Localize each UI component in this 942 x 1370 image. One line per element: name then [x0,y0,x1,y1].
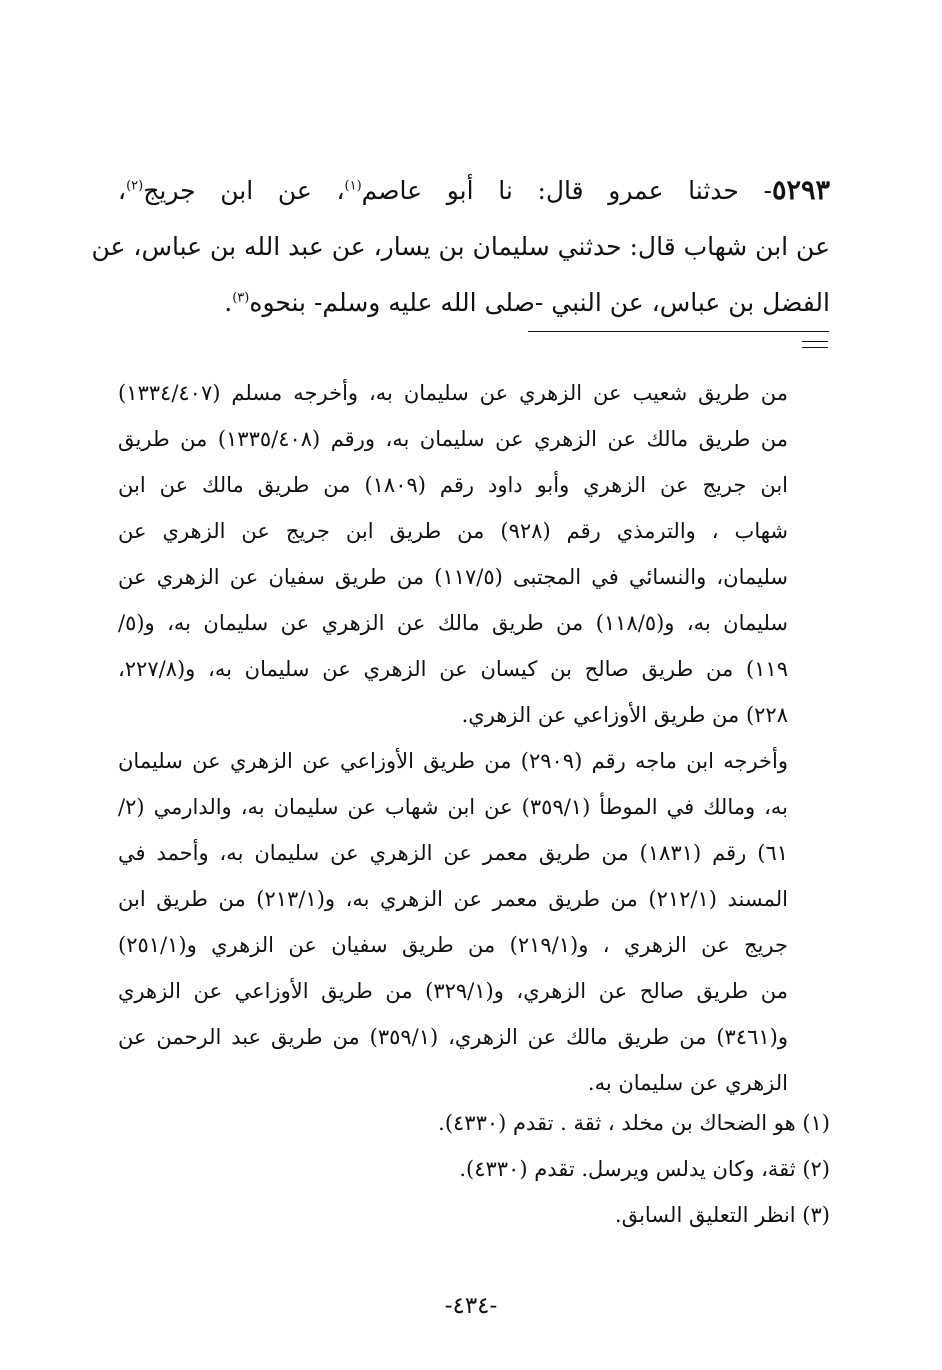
hadith-text [91,163,830,331]
hadith-number: ٥٢٩٣ [771,175,830,206]
footnote-3: (٣) انظر التعليق السابق. [614,1203,830,1227]
footnote-line: و(٣٤٦١) من طريق مالك عن الزهري، (٣٥٩/١) من طريق عبد الرحمن عن [118,1025,788,1049]
footnote-line: شهاب ، والترمذي رقم (٩٢٨) من طريق ابن جريج عن الزهري عن [118,519,788,543]
footnote-ref-2: (٢) [126,178,144,194]
footnote-line: وأخرجه ابن ماجه رقم (٢٩٠٩) من طريق الأوزاعي عن الزهري عن سليمان [118,749,788,773]
hadith-line-3 [118,275,830,331]
footnote-1: (١) هو الضحاك بن مخلد ، ثقة . تقدم (٤٣٣٠). [438,1111,830,1135]
footnote-2: (٢) ثقة، وكان يدلس ويرسل. تقدم (٤٣٣٠). [459,1157,830,1181]
footnote-line: به، ومالك في الموطأ (٣٥٩/١) عن ابن شهاب عن سليمان به، والدارمي (٢/ [118,795,789,819]
footnote-line: ٦١) رقم (١٨٣١) من طريق معمر عن الزهري عن سليمان به، وأحمد في [118,841,788,865]
hadith-line-2: عن ابن شهاب قال: حدثني سليمان بن يسار، عن عبد الله بن عباس، عن [91,232,830,261]
footnote-line: من طريق مالك عن الزهري عن سليمان به، ورقم (١٣٣٥/٤٠٨) من طريق [118,427,788,451]
footnote-line: جريج عن الزهري ، و(٢١٩/١) من طريق سفيان عن الزهري و(٢٥١/١) [118,933,788,957]
footnote-line: سليمان به، و(١١٨/٥) من طريق مالك عن الزهري عن سليمان به، و(٥/ [118,611,788,635]
footnote-line: المسند (٢١٢/١) من طريق معمر عن الزهري به، و(٢١٣/١) من طريق ابن [118,887,789,911]
footnote-ref-3: (٣) [232,290,250,306]
continuation-mark [802,341,828,350]
footnote-line: ١١٩) من طريق صالح بن كيسان عن الزهري عن سليمان به، و(٢٢٧/٨، [118,657,788,681]
hadith-line-3-text: الفضل بن عباس، عن النبي -صلى الله عليه وسلم- بنحوه [249,288,830,317]
footnote-line: ٢٢٨) من طريق الأوزاعي عن الزهري. [461,703,788,727]
page-number: -٤٣٤- [444,1293,498,1319]
footnote-line: الزهري عن سليمان به. [587,1071,788,1095]
hadith-line-1-mid: ، عن ابن جريج [143,176,345,205]
footnote-line: من طريق شعيب عن الزهري عن سليمان به، وأخرجه مسلم (١٣٣٤/٤٠٧) [118,381,788,405]
footnote-line: ابن جريج عن الزهري وأبو داود رقم (١٨٠٩) من طريق مالك عن ابن [118,473,788,497]
footnote-divider [528,331,829,332]
hadith-line-1-end: ، [118,176,127,205]
footnotes-list [118,1100,830,1238]
footnote-line: سليمان، والنسائي في المجتبى (١١٧/٥) من طريق سفيان عن الزهري عن [118,565,789,589]
hadith-line-1-text: - حدثنا عمرو قال: نا أبو عاصم [361,176,772,205]
footnote-ref-1: (١) [344,178,362,194]
footnote-continuation [118,370,788,1106]
footnote-line: من طريق صالح عن الزهري، و(٣٢٩/١) من طريق الأوزاعي عن الزهري [118,979,788,1003]
hadith-line-3-end: . [224,288,233,317]
hadith-line-1 [118,163,830,219]
